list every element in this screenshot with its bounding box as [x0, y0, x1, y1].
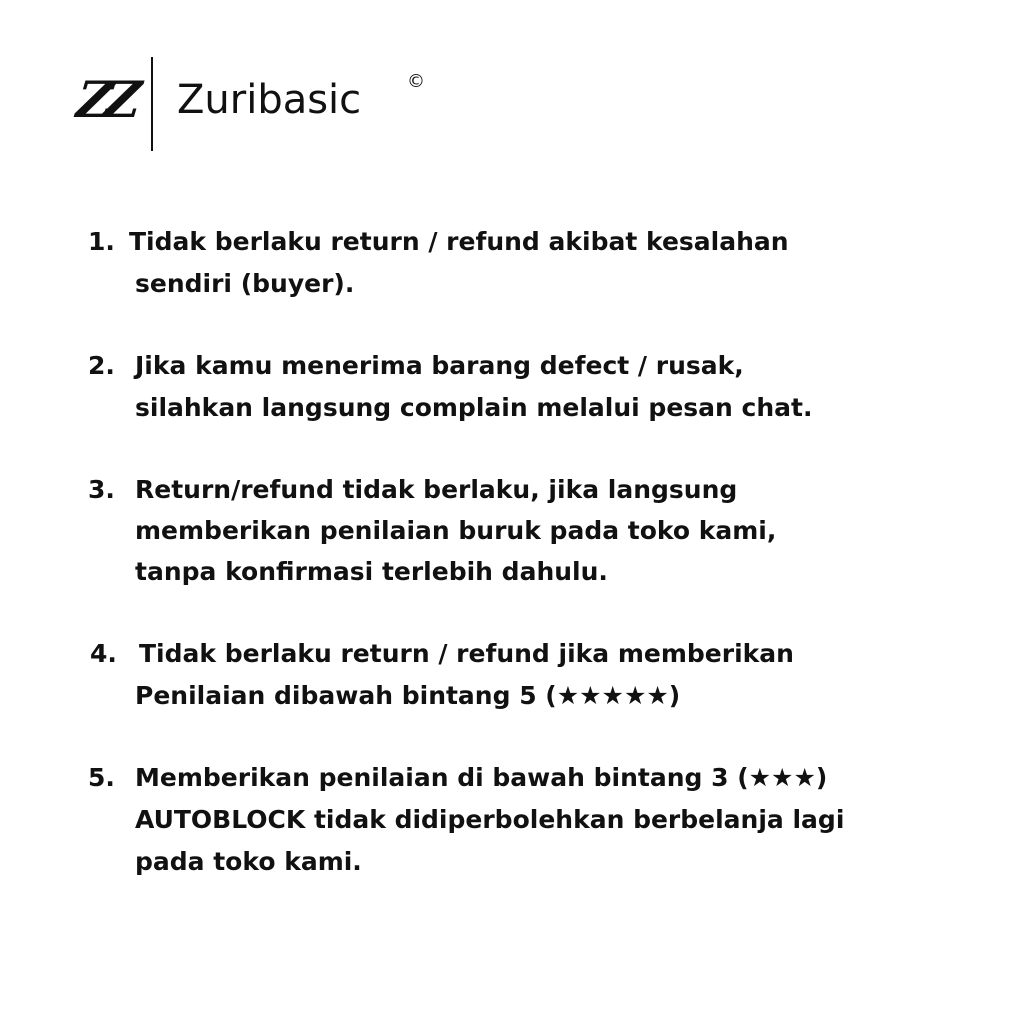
- rule-text-line: memberikan penilaian buruk pada toko kami,: [135, 516, 777, 545]
- rule-text-line: Tidak berlaku return / refund akibat kesalahan: [129, 227, 789, 256]
- rule-number: 5.: [88, 763, 115, 792]
- rule-text-line: Return/refund tidak berlaku, jika langsung: [135, 475, 738, 504]
- rule-text-line: sendiri (buyer).: [135, 269, 355, 298]
- rule-number: 1.: [88, 227, 115, 256]
- logo-divider: [151, 57, 153, 151]
- rule-text-line: tanpa konfirmasi terlebih dahulu.: [135, 557, 608, 586]
- rule-number: 2.: [88, 351, 115, 380]
- rule-text-line: silahkan langsung complain melalui pesan chat.: [135, 393, 813, 422]
- brand-header: [0, 0, 1024, 160]
- rule-text-line: AUTOBLOCK tidak didiperbolehkan berbelanja lagi: [135, 805, 845, 834]
- rule-text-line: Tidak berlaku return / refund jika memberikan: [139, 639, 794, 668]
- rule-number: 4.: [90, 639, 117, 668]
- rule-text-line: Penilaian dibawah bintang 5 (★★★★★): [135, 681, 681, 710]
- rule-number: 3.: [88, 475, 115, 504]
- rule-text-line: Jika kamu menerima barang defect / rusak,: [135, 351, 744, 380]
- zz-logo: ZZ: [73, 70, 136, 129]
- rule-text-line: Memberikan penilaian di bawah bintang 3 (★★★): [135, 763, 828, 792]
- brand-name: Zuribasic: [177, 77, 362, 123]
- rule-text-line: pada toko kami.: [135, 847, 362, 876]
- copyright-mark: ©: [407, 71, 425, 92]
